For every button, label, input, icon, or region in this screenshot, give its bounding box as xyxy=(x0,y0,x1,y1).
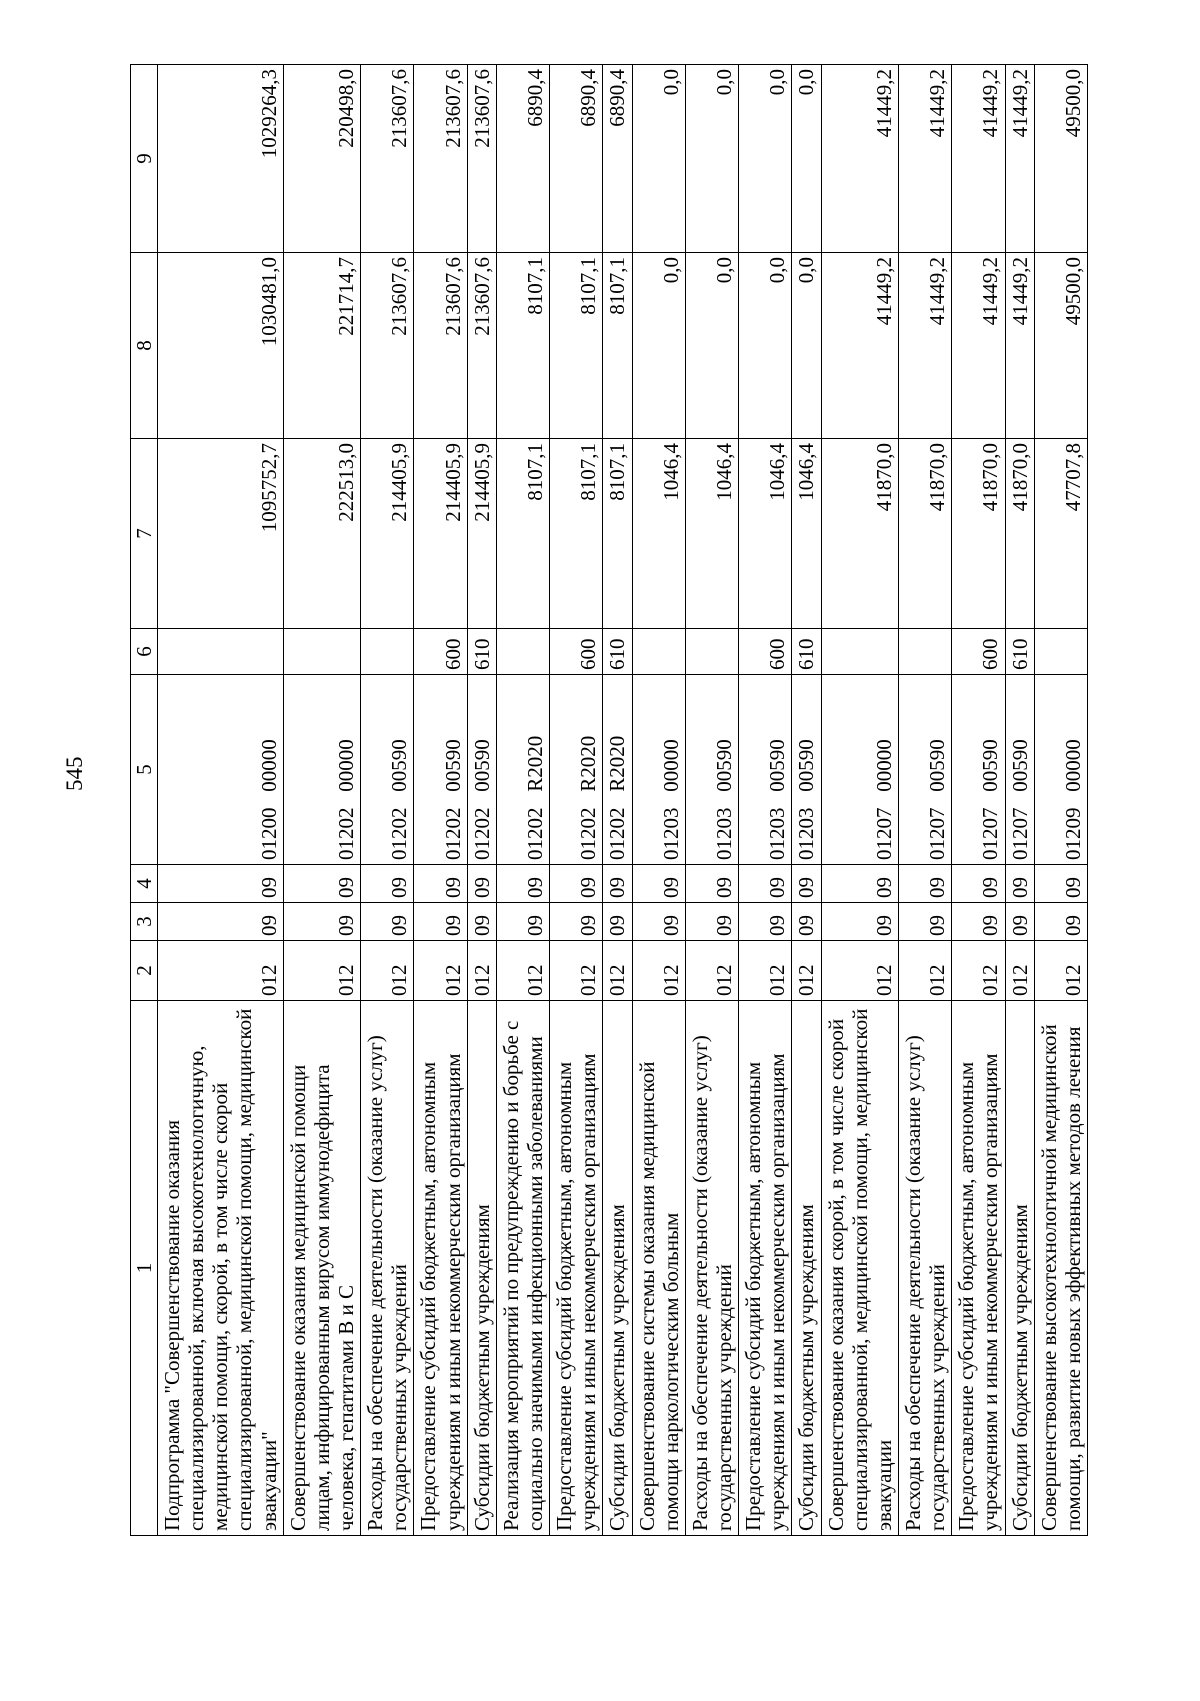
table-row xyxy=(414,65,467,1536)
col-3-value: 09 xyxy=(739,903,792,941)
col-5-value: 01200 00000 xyxy=(158,675,284,865)
col-7-value: 1095752,7 xyxy=(158,439,284,629)
column-header: 5 xyxy=(131,675,158,865)
col-9-value: 6890,4 xyxy=(603,65,632,253)
col-6-value: 600 xyxy=(550,629,603,675)
col-3-value: 09 xyxy=(1034,903,1087,941)
col-4-value: 09 xyxy=(414,865,467,903)
col-2-value: 012 xyxy=(952,941,1005,1001)
col-4-value: 09 xyxy=(283,865,360,903)
column-header: 3 xyxy=(131,903,158,941)
col-7-value: 1046,4 xyxy=(739,439,792,629)
col-8-value: 8107,1 xyxy=(603,253,632,439)
col-9-value: 213607,6 xyxy=(414,65,467,253)
col-9-value: 6890,4 xyxy=(550,65,603,253)
col-7-value: 41870,0 xyxy=(952,439,1005,629)
col-6-value xyxy=(283,629,360,675)
row-name: Совершенствование оказания скорой, в том числе скорой специализированной, медицинской помощи, медицинской эвакуации xyxy=(821,1001,898,1536)
col-7-value: 47707,8 xyxy=(1034,439,1087,629)
col-3-value: 09 xyxy=(792,903,821,941)
table-row xyxy=(1034,65,1087,1536)
col-6-value xyxy=(821,629,898,675)
col-3-value: 09 xyxy=(550,903,603,941)
col-4-value: 09 xyxy=(792,865,821,903)
col-6-value xyxy=(685,629,738,675)
col-6-value xyxy=(158,629,284,675)
col-5-value: 01207 00000 xyxy=(821,675,898,865)
col-4-value: 09 xyxy=(361,865,414,903)
col-5-value: 01203 00000 xyxy=(632,675,685,865)
col-8-value: 8107,1 xyxy=(550,253,603,439)
column-header: 9 xyxy=(131,65,158,253)
col-7-value: 41870,0 xyxy=(898,439,951,629)
col-5-value: 01203 00590 xyxy=(792,675,821,865)
col-5-value: 01203 00590 xyxy=(685,675,738,865)
col-7-value: 41870,0 xyxy=(821,439,898,629)
col-5-value: 01207 00590 xyxy=(898,675,951,865)
row-name: Расходы на обеспечение деятельности (оказание услуг) государственных учреждений xyxy=(898,1001,951,1536)
table-row xyxy=(603,65,632,1536)
col-3-value: 09 xyxy=(632,903,685,941)
col-9-value: 41449,2 xyxy=(898,65,951,253)
col-2-value: 012 xyxy=(603,941,632,1001)
col-9-value: 0,0 xyxy=(632,65,685,253)
row-name: Совершенствование оказания медицинской помощи лицам, инфицированным вирусом иммунодефицита человека, гепатитами В и С xyxy=(283,1001,360,1536)
col-6-value xyxy=(1034,629,1087,675)
page-number: 545 xyxy=(62,756,87,791)
col-8-value: 41449,2 xyxy=(1005,253,1034,439)
col-6-value: 610 xyxy=(792,629,821,675)
col-2-value: 012 xyxy=(283,941,360,1001)
col-4-value: 09 xyxy=(898,865,951,903)
col-2-value: 012 xyxy=(739,941,792,1001)
row-name: Субсидии бюджетным учреждениям xyxy=(1005,1001,1034,1536)
col-9-value: 0,0 xyxy=(739,65,792,253)
col-8-value: 41449,2 xyxy=(952,253,1005,439)
col-2-value: 012 xyxy=(550,941,603,1001)
col-9-value: 213607,6 xyxy=(361,65,414,253)
col-2-value: 012 xyxy=(414,941,467,1001)
col-8-value: 49500,0 xyxy=(1034,253,1087,439)
col-7-value: 1046,4 xyxy=(792,439,821,629)
row-name: Предоставление субсидий бюджетным, автономным учреждениям и иным некоммерческим организациям xyxy=(952,1001,1005,1536)
col-9-value: 49500,0 xyxy=(1034,65,1087,253)
col-3-value: 09 xyxy=(898,903,951,941)
table-row xyxy=(632,65,685,1536)
col-6-value: 600 xyxy=(414,629,467,675)
col-5-value: 01202 R2020 xyxy=(496,675,549,865)
col-4-value: 09 xyxy=(1034,865,1087,903)
col-5-value: 01207 00590 xyxy=(1005,675,1034,865)
table-row xyxy=(283,65,360,1536)
col-2-value: 012 xyxy=(1005,941,1034,1001)
col-4-value: 09 xyxy=(603,865,632,903)
column-header: 7 xyxy=(131,439,158,629)
row-name: Совершенствование высокотехнологичной медицинской помощи, развитие новых эффективных методов лечения xyxy=(1034,1001,1087,1536)
col-2-value: 012 xyxy=(496,941,549,1001)
col-7-value: 214405,9 xyxy=(361,439,414,629)
table-row xyxy=(821,65,898,1536)
table-row xyxy=(898,65,951,1536)
table-body xyxy=(158,65,1088,1536)
col-4-value: 09 xyxy=(685,865,738,903)
col-2-value: 012 xyxy=(821,941,898,1001)
col-8-value: 0,0 xyxy=(632,253,685,439)
row-name: Предоставление субсидий бюджетным, автономным учреждениям и иным некоммерческим организациям xyxy=(550,1001,603,1536)
col-8-value: 213607,6 xyxy=(467,253,496,439)
col-9-value: 213607,6 xyxy=(467,65,496,253)
column-header: 2 xyxy=(131,941,158,1001)
col-5-value: 01202 00590 xyxy=(467,675,496,865)
col-6-value xyxy=(898,629,951,675)
col-7-value: 1046,4 xyxy=(632,439,685,629)
col-3-value: 09 xyxy=(821,903,898,941)
budget-table xyxy=(130,64,1088,1536)
col-3-value: 09 xyxy=(158,903,284,941)
col-8-value: 221714,7 xyxy=(283,253,360,439)
col-3-value: 09 xyxy=(467,903,496,941)
col-8-value: 0,0 xyxy=(792,253,821,439)
table-row xyxy=(467,65,496,1536)
header-row xyxy=(131,65,158,1536)
col-4-value: 09 xyxy=(467,865,496,903)
col-6-value: 600 xyxy=(739,629,792,675)
column-header: 6 xyxy=(131,629,158,675)
rotated-page xyxy=(130,65,1126,1536)
col-2-value: 012 xyxy=(158,941,284,1001)
col-4-value: 09 xyxy=(1005,865,1034,903)
col-3-value: 09 xyxy=(496,903,549,941)
col-7-value: 222513,0 xyxy=(283,439,360,629)
col-4-value: 09 xyxy=(550,865,603,903)
col-4-value: 09 xyxy=(158,865,284,903)
table-row xyxy=(496,65,549,1536)
col-3-value: 09 xyxy=(603,903,632,941)
col-7-value: 8107,1 xyxy=(550,439,603,629)
col-6-value: 610 xyxy=(603,629,632,675)
col-2-value: 012 xyxy=(898,941,951,1001)
col-2-value: 012 xyxy=(792,941,821,1001)
column-header: 1 xyxy=(131,1001,158,1536)
col-8-value: 41449,2 xyxy=(898,253,951,439)
row-name: Расходы на обеспечение деятельности (оказание услуг) государственных учреждений xyxy=(361,1001,414,1536)
row-name: Предоставление субсидий бюджетным, автономным учреждениям и иным некоммерческим организациям xyxy=(414,1001,467,1536)
col-3-value: 09 xyxy=(283,903,360,941)
col-9-value: 1029264,3 xyxy=(158,65,284,253)
col-3-value: 09 xyxy=(952,903,1005,941)
column-header: 4 xyxy=(131,865,158,903)
col-3-value: 09 xyxy=(414,903,467,941)
col-8-value: 41449,2 xyxy=(821,253,898,439)
row-name: Субсидии бюджетным учреждениям xyxy=(467,1001,496,1536)
col-8-value: 0,0 xyxy=(739,253,792,439)
col-5-value: 01202 00590 xyxy=(414,675,467,865)
col-9-value: 0,0 xyxy=(792,65,821,253)
col-6-value xyxy=(632,629,685,675)
table-row xyxy=(792,65,821,1536)
col-6-value xyxy=(496,629,549,675)
table-row xyxy=(158,65,284,1536)
col-5-value: 01209 00000 xyxy=(1034,675,1087,865)
col-4-value: 09 xyxy=(952,865,1005,903)
col-5-value: 01202 R2020 xyxy=(550,675,603,865)
col-9-value: 0,0 xyxy=(685,65,738,253)
col-5-value: 01202 R2020 xyxy=(603,675,632,865)
col-9-value: 41449,2 xyxy=(952,65,1005,253)
col-3-value: 09 xyxy=(361,903,414,941)
row-name: Совершенствование системы оказания медицинской помощи наркологическим больным xyxy=(632,1001,685,1536)
row-name: Субсидии бюджетным учреждениям xyxy=(792,1001,821,1536)
col-6-value: 610 xyxy=(467,629,496,675)
col-4-value: 09 xyxy=(821,865,898,903)
col-8-value: 213607,6 xyxy=(414,253,467,439)
col-9-value: 6890,4 xyxy=(496,65,549,253)
col-7-value: 1046,4 xyxy=(685,439,738,629)
col-2-value: 012 xyxy=(361,941,414,1001)
col-8-value: 8107,1 xyxy=(496,253,549,439)
col-8-value: 213607,6 xyxy=(361,253,414,439)
col-2-value: 012 xyxy=(467,941,496,1001)
col-9-value: 41449,2 xyxy=(821,65,898,253)
col-7-value: 214405,9 xyxy=(467,439,496,629)
col-4-value: 09 xyxy=(739,865,792,903)
table-row xyxy=(361,65,414,1536)
table-row xyxy=(685,65,738,1536)
col-5-value: 01203 00590 xyxy=(739,675,792,865)
col-9-value: 220498,0 xyxy=(283,65,360,253)
col-4-value: 09 xyxy=(496,865,549,903)
col-2-value: 012 xyxy=(632,941,685,1001)
col-5-value: 01202 00000 xyxy=(283,675,360,865)
col-9-value: 41449,2 xyxy=(1005,65,1034,253)
col-7-value: 214405,9 xyxy=(414,439,467,629)
col-5-value: 01202 00590 xyxy=(361,675,414,865)
col-2-value: 012 xyxy=(685,941,738,1001)
col-4-value: 09 xyxy=(632,865,685,903)
table-row xyxy=(952,65,1005,1536)
row-name: Расходы на обеспечение деятельности (оказание услуг) государственных учреждений xyxy=(685,1001,738,1536)
col-3-value: 09 xyxy=(1005,903,1034,941)
col-7-value: 41870,0 xyxy=(1005,439,1034,629)
table-row xyxy=(1005,65,1034,1536)
table-row xyxy=(550,65,603,1536)
col-6-value: 600 xyxy=(952,629,1005,675)
row-name: Подпрограмма "Совершенствование оказания специализированной, включая высокотехнологичную, медицинской помощи, скорой, в том числе скорой специализированной, медицинской помощи, медицинской эвакуации" xyxy=(158,1001,284,1536)
table-row xyxy=(739,65,792,1536)
col-7-value: 8107,1 xyxy=(603,439,632,629)
col-7-value: 8107,1 xyxy=(496,439,549,629)
row-name: Субсидии бюджетным учреждениям xyxy=(603,1001,632,1536)
col-8-value: 1030481,0 xyxy=(158,253,284,439)
col-6-value: 610 xyxy=(1005,629,1034,675)
col-2-value: 012 xyxy=(1034,941,1087,1001)
row-name: Реализация мероприятий по предупреждению и борьбе с социально значимыми инфекционными заболеваниями xyxy=(496,1001,549,1536)
column-header: 8 xyxy=(131,253,158,439)
row-name: Предоставление субсидий бюджетным, автономным учреждениям и иным некоммерческим организациям xyxy=(739,1001,792,1536)
col-8-value: 0,0 xyxy=(685,253,738,439)
col-5-value: 01207 00590 xyxy=(952,675,1005,865)
col-6-value xyxy=(361,629,414,675)
col-3-value: 09 xyxy=(685,903,738,941)
